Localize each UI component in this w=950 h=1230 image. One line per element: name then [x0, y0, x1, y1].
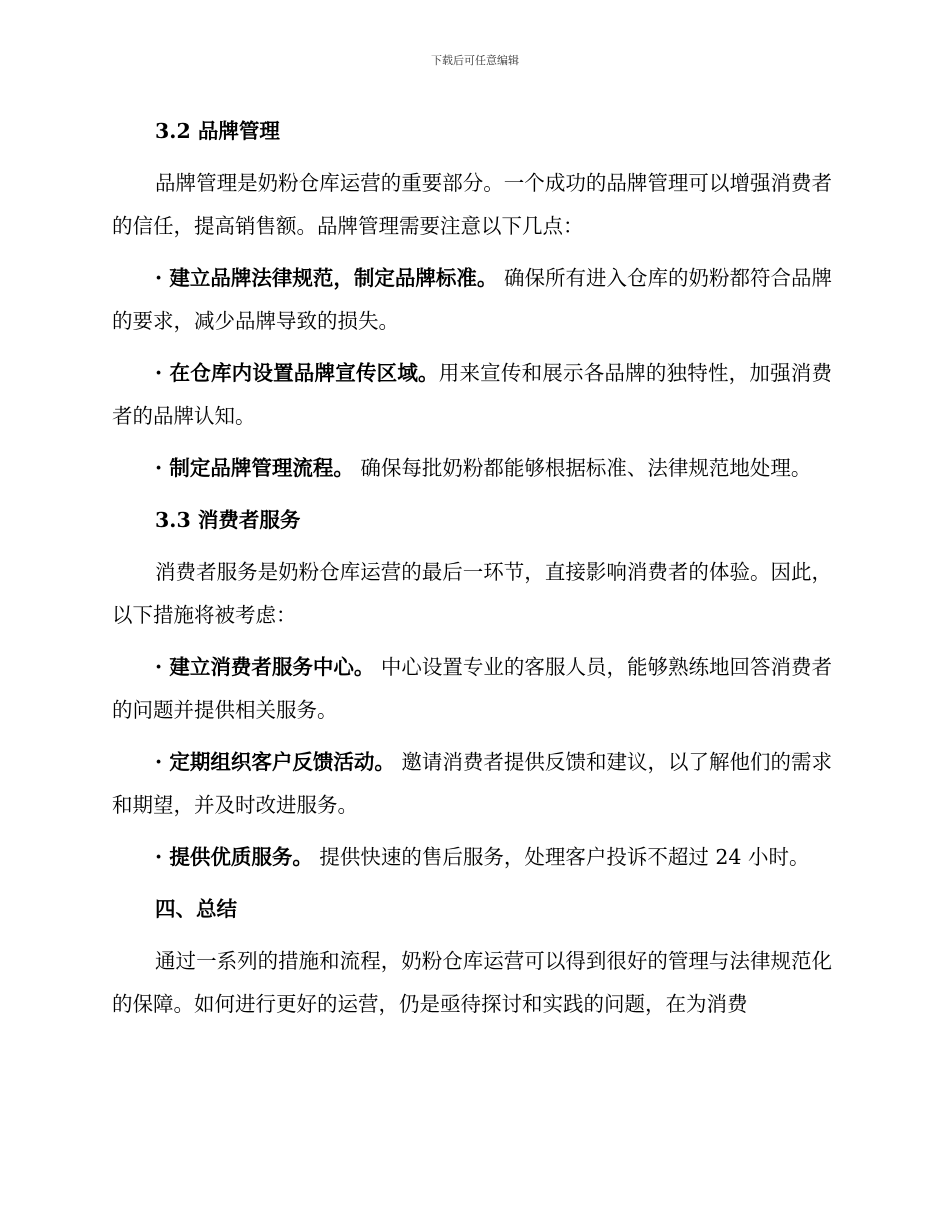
bullet-item: [112, 646, 832, 732]
section-heading: 3.2 品牌管理: [155, 119, 280, 143]
bullet-item: [112, 447, 832, 490]
bullet-title: · 制定品牌管理流程。: [155, 456, 354, 480]
bullet-item: [112, 836, 832, 879]
bullet-text: 确保每批奶粉都能够根据标准、法律规范地处理。: [360, 456, 812, 480]
paragraph: 通过一系列的措施和流程，奶粉仓库运营可以得到很好的管理与法律规范化的保障。如何进行更好的运营，仍是亟待探讨和实践的问题，在为消费: [112, 949, 832, 1016]
bullet-title: · 在仓库内设置品牌宣传区域。: [155, 361, 439, 385]
bullet-title: · 建立品牌法律规范，制定品牌标准。: [155, 266, 498, 290]
bullet-item: [112, 741, 832, 827]
bullet-title: · 定期组织客户反馈活动。: [155, 750, 395, 774]
paragraph: 品牌管理是奶粉仓库运营的重要部分。一个成功的品牌管理可以增强消费者的信任，提高销售额。品牌管理需要注意以下几点：: [112, 171, 832, 238]
bullet-item: [112, 352, 832, 438]
paragraph: 消费者服务是奶粉仓库运营的最后一环节，直接影响消费者的体验。因此，以下措施将被考虑：: [112, 560, 832, 627]
bullet-title: · 提供优质服务。: [155, 845, 313, 869]
bullet-text: 中心设置专业的客服人员，能够熟练地回答消费者的问题并提供相关服务。: [112, 655, 832, 722]
document-body: [112, 110, 832, 1035]
page-header: 下载后可任意编辑: [431, 54, 519, 67]
section-heading: 四、总结: [155, 897, 238, 921]
bullet-text: 邀请消费者提供反馈和建议，以了解他们的需求和期望，并及时改进服务。: [112, 750, 832, 817]
bullet-text: 确保所有进入仓库的奶粉都符合品牌的要求，减少品牌导致的损失。: [112, 266, 833, 333]
bullet-title: · 建立消费者服务中心。: [155, 655, 375, 679]
section-heading: 3.3 消费者服务: [155, 508, 301, 532]
bullet-text: 用来宣传和展示各品牌的独特性，加强消费者的品牌认知。: [112, 361, 833, 428]
bullet-item: [112, 257, 832, 343]
bullet-text: 提供快速的售后服务，处理客户投诉不超过 24 小时。: [319, 845, 810, 869]
